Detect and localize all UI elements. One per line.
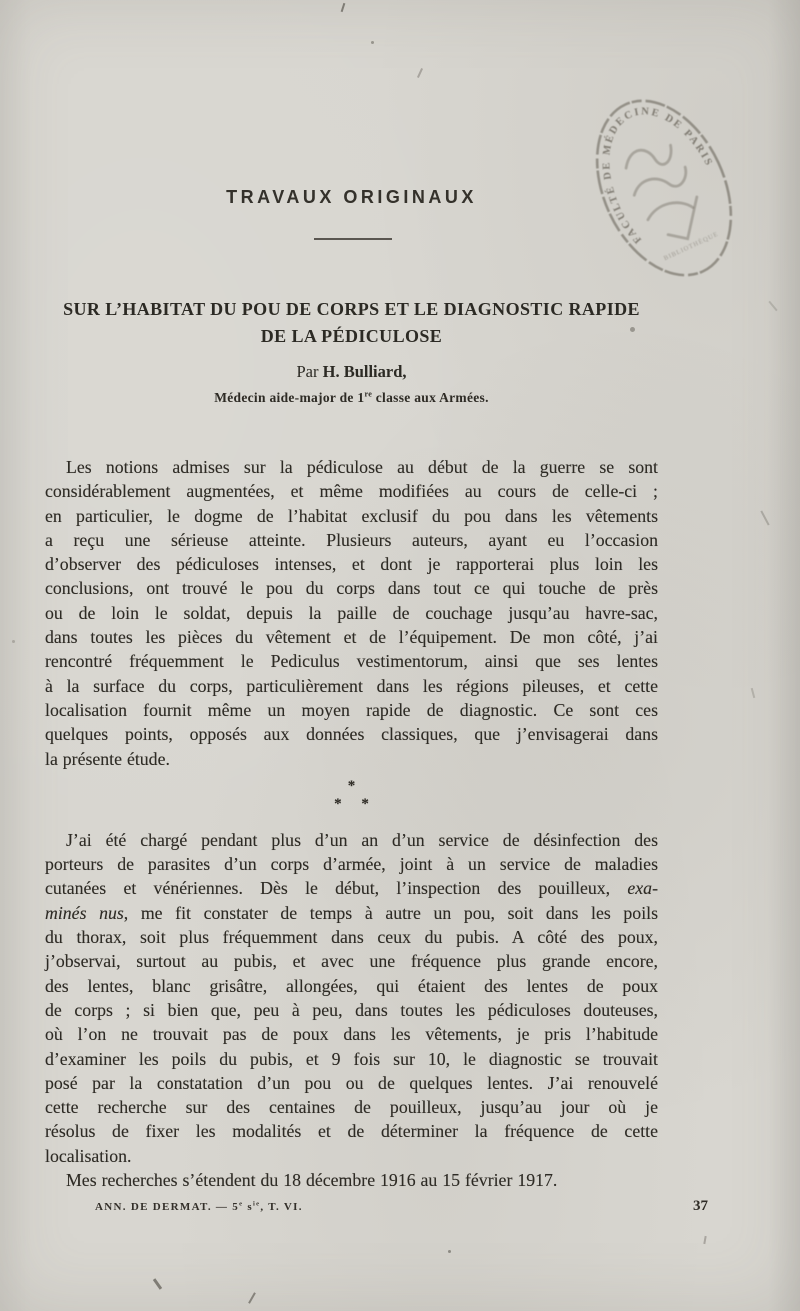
text-line: Mes recherches s’étendent du 18 décembre 1916 au 15 février 1917. [66, 1170, 558, 1191]
author-name: H. Bulliard, [322, 362, 407, 381]
ink-speck [448, 1250, 451, 1253]
text-line: cette recherche sur des centaines de pouilleux, jusqu’au jour où je [45, 1097, 658, 1118]
text-line: J’ai été chargé pendant plus d’un an d’un service de désinfection des [66, 829, 658, 850]
text-line: résolus de fixer les modalités et de déterminer la fréquence de cette [45, 1121, 658, 1142]
ink-speck [703, 1236, 706, 1244]
ink-speck [371, 41, 374, 44]
page-footer [45, 1198, 710, 1220]
text-line: dans toutes les pièces du vêtement et de l’équipement. De mon côté, j’ai [45, 627, 658, 648]
ink-speck [341, 3, 346, 12]
text-line: du thorax, soit plus fréquemment dans ceux du pubis. A côté des poux, [45, 927, 658, 948]
text-line: en particulier, le dogme de l’habitat exclusif du pou dans les vêtements [45, 505, 658, 526]
ink-speck [417, 68, 423, 78]
text-line: localisation. [45, 1145, 132, 1166]
byline-prefix: Par [296, 362, 319, 381]
article-title-line1: SUR L’HABITAT DU POU DE CORPS ET LE DIAGNOSTIC RAPIDE [63, 299, 640, 319]
heading-rule [314, 238, 392, 240]
journal-reference: ANN. DE DERMAT. — 5e $s^{ie}$, T. VI. [95, 1200, 303, 1213]
ink-speck [751, 688, 756, 698]
text-line: a reçu une sérieuse atteinte. Plusieurs auteurs, ayant eu l’occasion [45, 529, 658, 550]
text-line: j’observai, surtout au pubis, et avec une fréquence plus grande encore, [45, 951, 658, 972]
text-line: localisation fournit même un moyen rapide de diagnostic. Ce sont ces [45, 699, 658, 720]
text-line: quelques points, opposés aux données classiques, que j’envisagerai dans [45, 724, 658, 745]
paragraph [45, 455, 658, 771]
text-line: où l’on ne trouvait pas de poux dans les vêtements, je pris l’habitude [45, 1024, 658, 1045]
ink-speck [768, 301, 777, 311]
text-line: minés nus, me fit constater de temps à autre un pou, soit dans les poils [45, 902, 658, 923]
article-body [45, 455, 658, 1192]
author-affiliation: Médecin aide-major de 1re classe aux Armées. [214, 389, 489, 405]
text-line: d’examiner les poils du pubis, et 9 fois sur 10, le diagnostic se trouvait [45, 1048, 658, 1069]
paragraph [45, 828, 658, 1168]
page-number: 37 [693, 1198, 708, 1214]
stamp-bottom-text: BIBLIOTHÈQUE [662, 230, 720, 263]
text-line: de corps ; si bien que, peu à peu, dans toutes les pédiculoses douteuses, [45, 999, 658, 1020]
section-heading: TRAVAUX ORIGINAUX [226, 187, 477, 207]
byline [45, 362, 658, 382]
ink-speck [153, 1278, 162, 1290]
text-line: cutanées et vénériennes. Dès le début, l’inspection des pouilleux, exa- [45, 878, 658, 899]
text-line: des lentes, blanc grisâtre, allongées, qui étaient des lentes de poux [45, 975, 658, 996]
article-title [45, 296, 658, 350]
text-line: ou de loin le soldat, depuis la paille de couchage jusqu’au havre-sac, [45, 602, 658, 623]
ink-speck [248, 1292, 256, 1303]
text-line: porteurs de parasites d’un corps d’armée, joint à un service de maladies [45, 854, 658, 875]
paragraph [45, 1168, 658, 1192]
text-line: conclusions, ont trouvé le pou du corps dans tout ce qui touche de près [45, 578, 658, 599]
text-line: considérablement augmentées, et même modifiées au cours de celle-ci ; [45, 481, 658, 502]
ink-speck [12, 640, 15, 643]
ink-speck [760, 510, 769, 525]
text-line: à la surface du corps, particulièrement dans les régions pileuses, et cette [45, 675, 658, 696]
text-line: la présente étude. [45, 748, 170, 769]
text-line: d’observer des pédiculoses intenses, et dont je rapporterai plus loin les [45, 554, 658, 575]
asterisk-separator: * * * [334, 777, 369, 812]
text-line: rencontré fréquemment le Pediculus vestimentorum, ainsi que ses lentes [45, 651, 658, 672]
text-line: posé par la constatation d’un pou ou de quelques lentes. J’ai renouvelé [45, 1072, 658, 1093]
article-title-line2: DE LA PÉDICULOSE [260, 326, 443, 346]
text-line: Les notions admises sur la pédiculose au début de la guerre se sont [66, 457, 658, 477]
ink-speck [630, 327, 635, 332]
stamp-ring-text: FACULTÉ DE MÉDECINE DE PARIS [601, 106, 715, 246]
stamp-crest-squiggle [621, 137, 676, 180]
